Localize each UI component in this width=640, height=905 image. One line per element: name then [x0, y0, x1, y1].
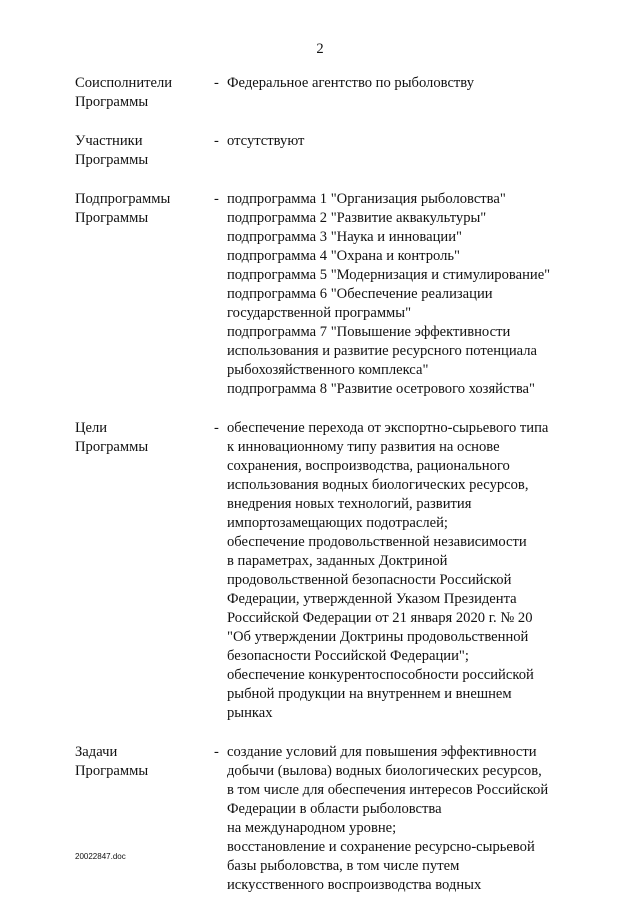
row-dash: - [214, 744, 219, 760]
label-line: Участники [75, 133, 143, 149]
value-line: подпрограмма 4 "Охрана и контроль" [227, 248, 460, 264]
value-line: безопасности Российской Федерации"; [227, 648, 469, 664]
value-line: на международном уровне; [227, 820, 397, 836]
page-number: 2 [316, 41, 324, 57]
row-value [227, 132, 572, 151]
value-line: обеспечение продовольственной независимости [227, 534, 527, 550]
value-line: подпрограмма 6 "Обеспечение реализации [227, 286, 493, 302]
value-line: Федеральное агентство по рыболовству [227, 75, 474, 91]
label-line: Подпрограммы [75, 191, 171, 207]
row-tasks [75, 743, 575, 895]
value-line: рыбной продукции на внутреннем и внешнем [227, 686, 512, 702]
value-line: подпрограмма 8 "Развитие осетрового хозяйства" [227, 381, 535, 397]
row-label [75, 74, 214, 112]
value-line: в параметрах, заданных Доктриной [227, 553, 448, 569]
value-line: Федерации, утвержденной Указом Президента [227, 591, 517, 607]
value-line: использования и развитие ресурсного потенциала [227, 343, 538, 359]
row-dash: - [214, 133, 219, 149]
value-line: базы рыболовства, в том числе путем [227, 858, 460, 874]
row-dash: - [214, 75, 219, 91]
value-line: продовольственной безопасности Российской [227, 572, 512, 588]
row-dash: - [214, 420, 219, 436]
row-value [227, 190, 572, 399]
value-line: подпрограмма 7 "Повышение эффективности [227, 324, 511, 340]
row-subprograms [75, 190, 575, 399]
value-line: Российской Федерации от 21 января 2020 г. № 20 [227, 610, 533, 626]
label-line: Программы [75, 94, 149, 110]
value-line: государственной программы" [227, 305, 412, 321]
row-dash: - [214, 191, 219, 207]
row-label [75, 743, 214, 781]
value-line: в том числе для обеспечения интересов Российской [227, 782, 549, 798]
value-line: внедрения новых технологий, развития [227, 496, 472, 512]
row-label [75, 132, 214, 170]
value-line: импортозамещающих подотраслей; [227, 515, 448, 531]
value-line: рынках [227, 705, 273, 721]
label-line: Цели [75, 420, 108, 436]
row-value [227, 419, 572, 723]
label-line: Соисполнители [75, 75, 173, 91]
value-line: подпрограмма 3 "Наука и инновации" [227, 229, 462, 245]
value-line: Федерации в области рыболовства [227, 801, 442, 817]
value-line: "Об утверждении Доктрины продовольственной [227, 629, 529, 645]
row-value [227, 74, 572, 93]
value-line: к инновационному типу развития на основе [227, 439, 500, 455]
label-line: Программы [75, 152, 149, 168]
value-line: восстановление и сохранение ресурсно-сырьевой [227, 839, 535, 855]
label-line: Программы [75, 210, 149, 226]
value-line: использования водных биологических ресурсов, [227, 477, 529, 493]
row-value [227, 743, 572, 895]
value-line: обеспечение конкурентоспособности российской [227, 667, 534, 683]
row-participants [75, 132, 575, 170]
value-line: подпрограмма 5 "Модернизация и стимулирование" [227, 267, 551, 283]
value-line: создание условий для повышения эффективности [227, 744, 537, 760]
label-line: Задачи [75, 744, 118, 760]
value-line: подпрограмма 2 "Развитие аквакультуры" [227, 210, 487, 226]
row-goals [75, 419, 575, 723]
row-label [75, 419, 214, 457]
value-line: добычи (вылова) водных биологических ресурсов, [227, 763, 542, 779]
value-line: отсутствуют [227, 133, 305, 149]
footer-filename: 20022847.doc [75, 852, 126, 861]
label-line: Программы [75, 439, 149, 455]
value-line: рыбохозяйственного комплекса" [227, 362, 429, 378]
value-line: сохранения, воспроизводства, рационального [227, 458, 510, 474]
value-line: обеспечение перехода от экспортно-сырьевого типа [227, 420, 549, 436]
passport-table [75, 74, 575, 895]
row-coexecutors [75, 74, 575, 112]
label-line: Программы [75, 763, 149, 779]
value-line: искусственного воспроизводства водных [227, 877, 482, 893]
row-label [75, 190, 214, 228]
value-line: подпрограмма 1 "Организация рыболовства" [227, 191, 506, 207]
